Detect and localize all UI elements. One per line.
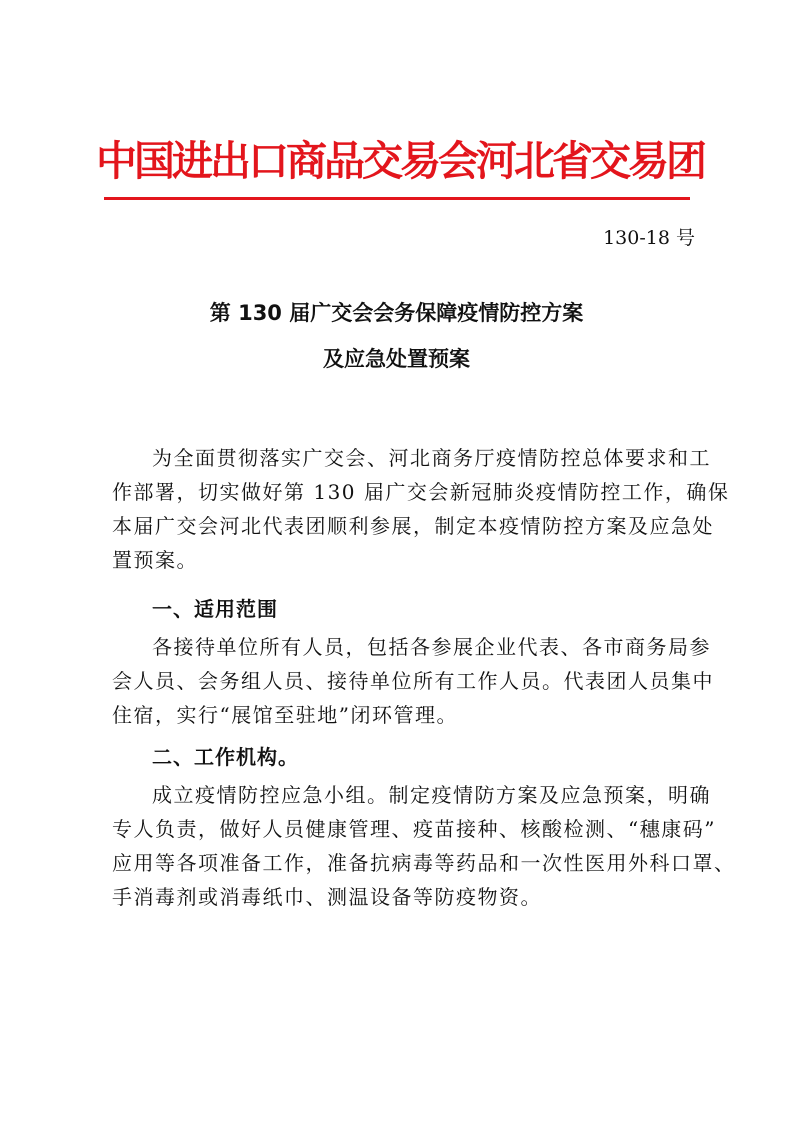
paragraph-line: 专人负责，做好人员健康管理、疫苗接种、核酸检测、“穗康码” (112, 817, 716, 841)
section-heading-organization: 二、工作机构。 (152, 745, 299, 769)
paragraph-line: 手消毒剂或消毒纸巾、测温设备等防疫物资。 (112, 885, 542, 909)
organization-header: 中国进出口商品交易会河北省交易团 (96, 137, 704, 185)
scope-paragraph (112, 630, 712, 732)
header-divider (104, 197, 690, 200)
paragraph-line: 本届广交会河北代表团顺利参展，制定本疫情防控方案及应急处 (112, 514, 714, 538)
paragraph-line: 为全面贯彻落实广交会、河北商务厅疫情防控总体要求和工 (152, 446, 711, 470)
paragraph-line: 置预案。 (112, 548, 198, 572)
paragraph-line: 会人员、会务组人员、接待单位所有工作人员。代表团人员集中 (112, 669, 714, 693)
paragraph-line: 各接待单位所有人员，包括各参展企业代表、各市商务局参 (152, 635, 711, 659)
paragraph-line: 应用等各项准备工作，准备抗病毒等药品和一次性医用外科口罩、 (112, 851, 736, 875)
section-heading-scope: 一、适用范围 (152, 597, 278, 621)
document-number: 130-18 号 (603, 227, 695, 249)
document-title-line-2: 及应急处置预案 (323, 347, 470, 371)
intro-paragraph (112, 441, 730, 577)
document-title-line-1: 第 130 届广交会会务保障疫情防控方案 (209, 301, 584, 325)
paragraph-line: 作部署，切实做好第 130 届广交会新冠肺炎疫情防控工作，确保 (112, 480, 730, 504)
organization-paragraph (112, 778, 736, 914)
paragraph-line: 成立疫情防控应急小组。制定疫情防方案及应急预案，明确 (152, 783, 711, 807)
paragraph-line: 住宿，实行“展馆至驻地”闭环管理。 (112, 703, 458, 727)
